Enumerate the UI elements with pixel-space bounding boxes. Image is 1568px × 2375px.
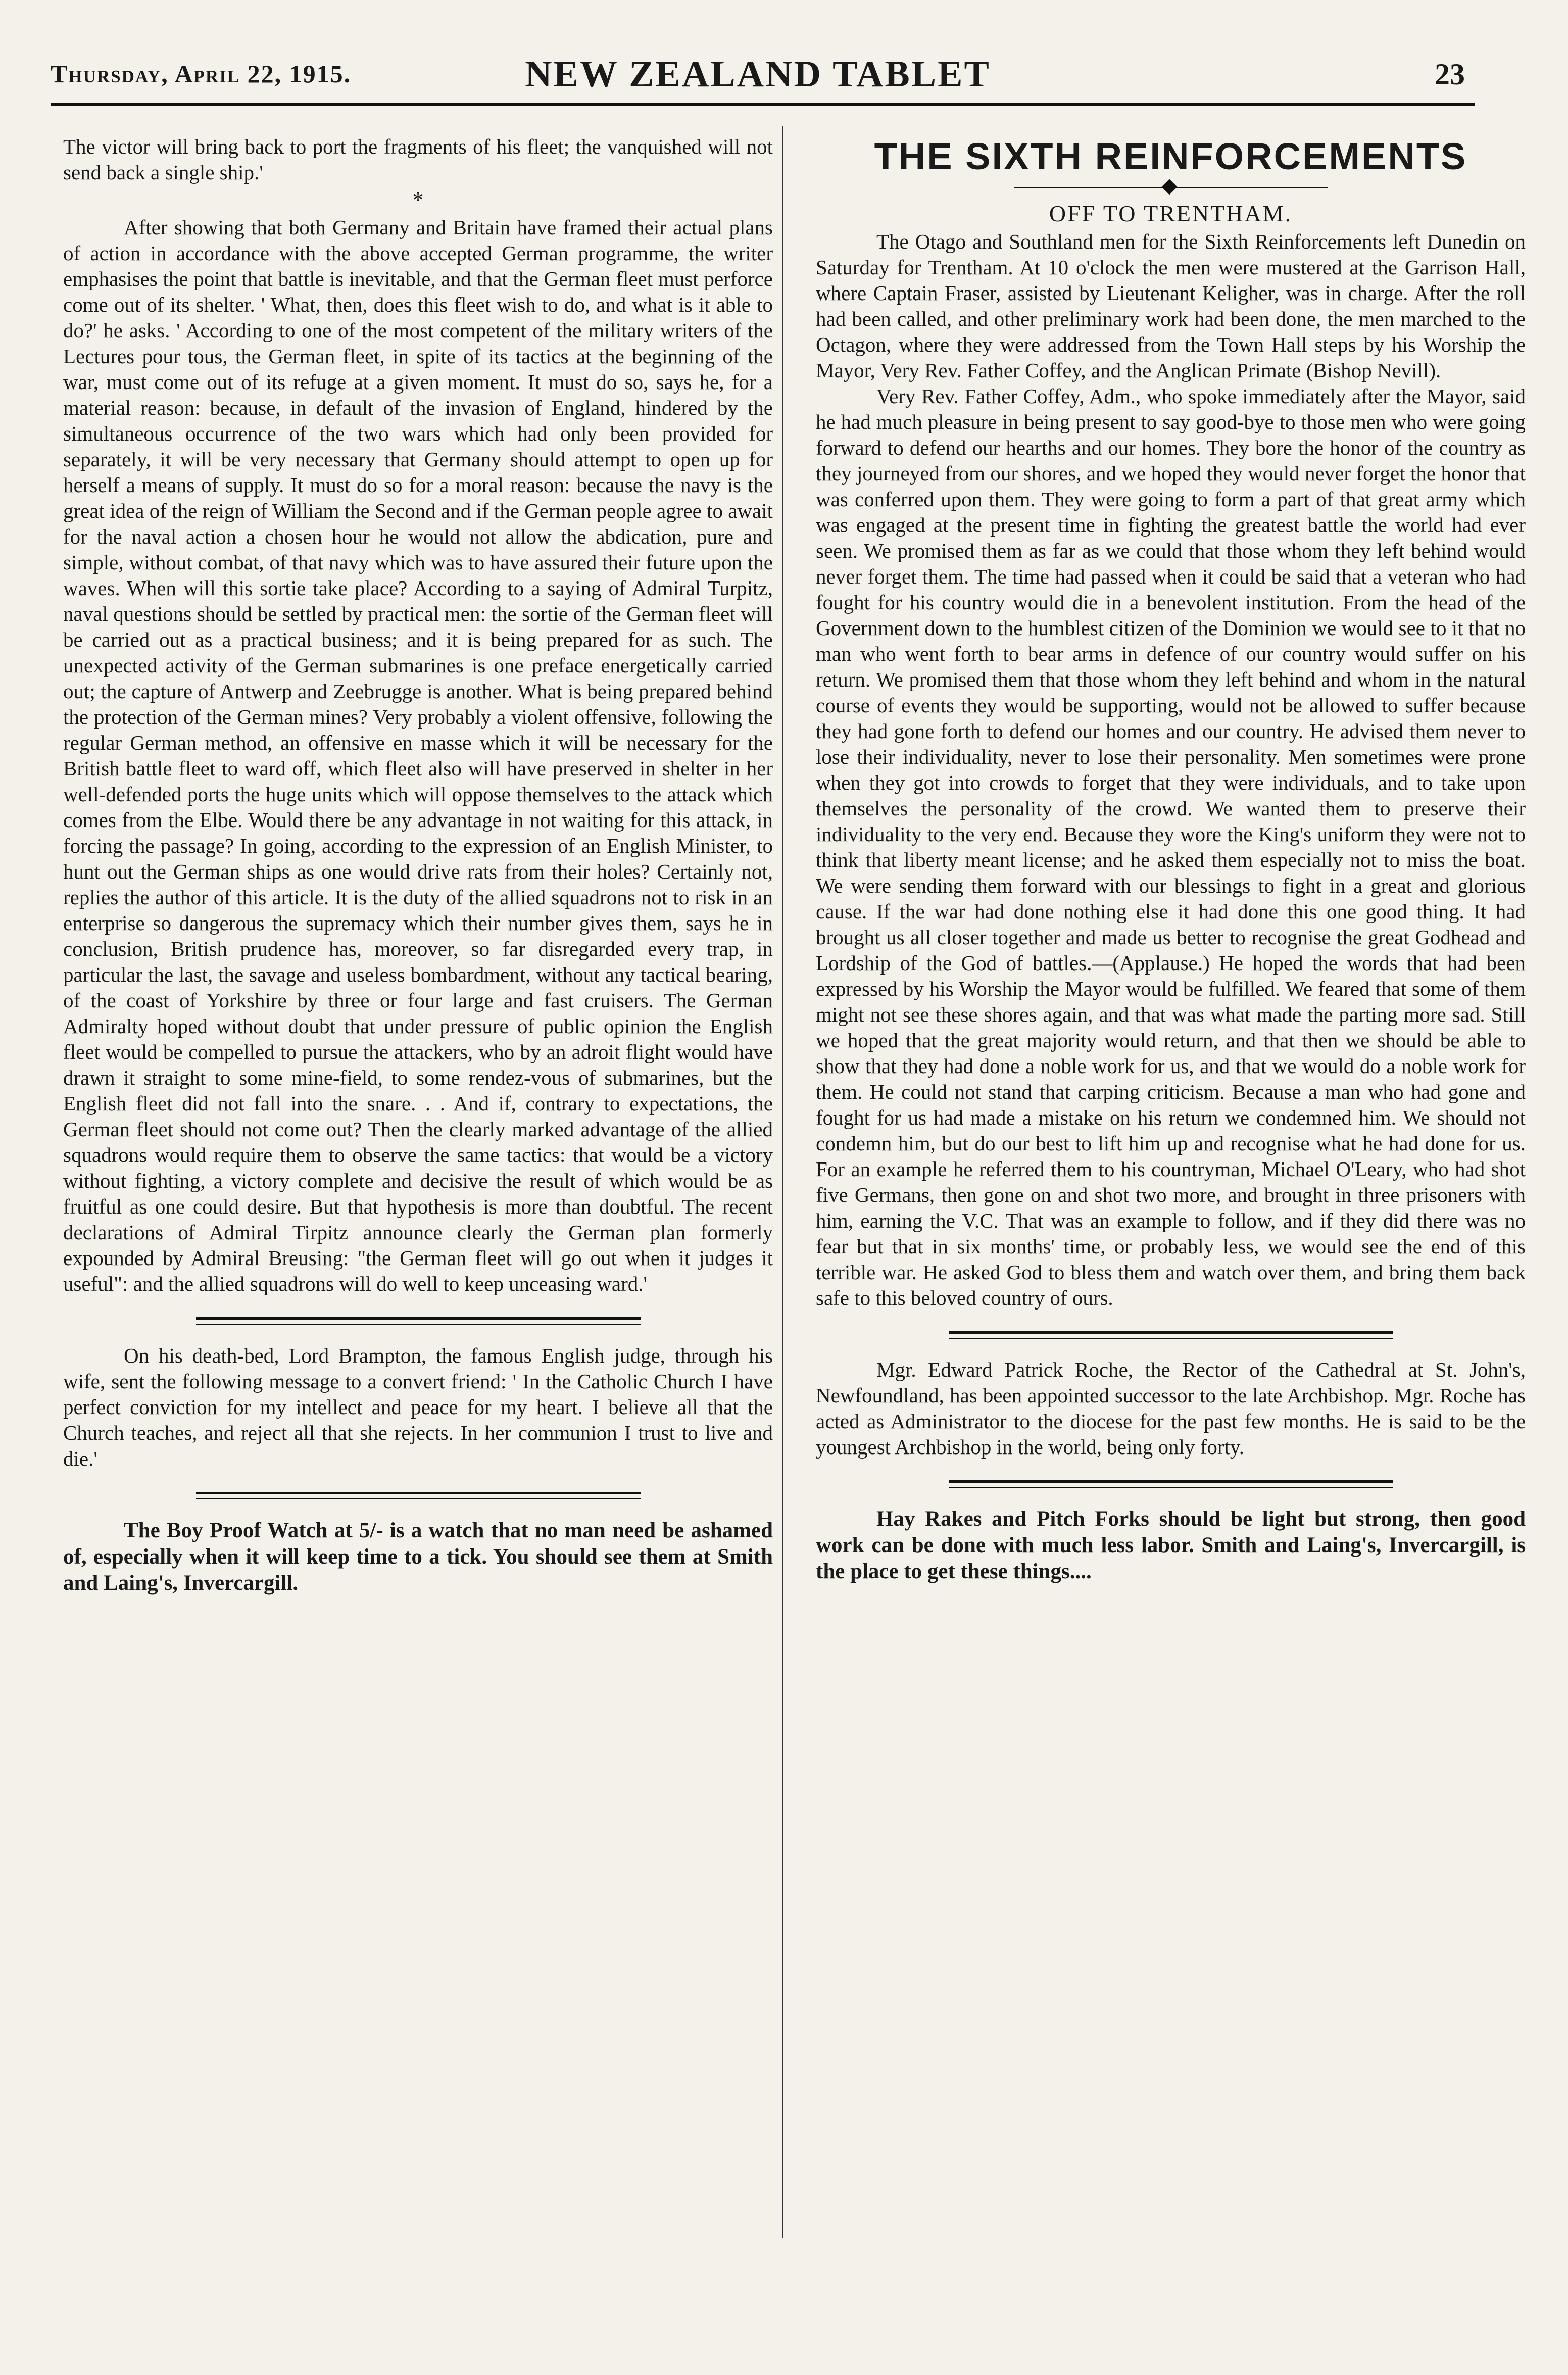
left-column (63, 134, 773, 1596)
hay-rakes-advertisement: Hay Rakes and Pitch Forks should be light but strong, then good work can be done with much less labor. Smith and Laing's, Invercargill, is the place to get these things.... (816, 1507, 1526, 1583)
section-separator: * (412, 187, 424, 212)
page-number: 23 (1435, 58, 1465, 91)
divider-rule (196, 1492, 641, 1499)
divider-rule (949, 1331, 1393, 1339)
article-paragraph: Very Rev. Father Coffey, Adm., who spoke immediately after the Mayor, said he had much pleasure in being present to say good-bye to those men who were going forward to defend our hearths and our homes. They bore the honor of the country as they journeyed from our shores, and we hoped they would never forget the honor that was conferred upon them. They were going to form a part of that great army which was engaged at the present time in fighting the greatest battle the world had ever seen. We promised them as far as we could that those whom they left behind would never forget them. The time had passed when it could be said that a veteran who had fought for his country would die in a benevolent institution. From the head of the Government down to the humblest citizen of the Dominion we would see to it that no man who went forth to bear arms in defence of our country would suffer on his return. We promised them that those whom they left behind and whom in the natural course of events they would be supporting, would not be allowed to suffer because they had gone forth to defend our homes and our country. He advised them never to lose their individuality, never to lose their personality. Men sometimes were prone when they got into crowds to forget that they were individuals, and to take upon themselves the personality of the crowd. We wanted them to preserve their individuality to the very end. Because they wore the King's uniform they were not to think that liberty meant license; and he asked them especially not to miss the boat. We were sending them forward with our blessings to fight in a great and glorious cause. If the war had done nothing else it had done this one good thing. It had brought us all closer together and made us better to recognise the great Godhead and Lordship of the God of battles.—(Applause.) He hoped the words that had been expressed by his Worship the Mayor would be fulfilled. We feared that some of them might not see these shores again, and that was what made the parting more sad. Still we hoped that the great majority would return, and that then we should be able to show that they had done a noble work for us, and that we would do a noble work for them. He could not stand that carping criticism. Because a man who had gone and fought for us had made a mistake on his return we condemned him. We should not condemn him, but do our best to lift him up and recognise what he had done for us. For an example he referred them to his countryman, Michael O'Leary, who had shot five Germans, then gone on and shot two more, and brought in three prisoners with him, earning the V.C. That was an example to follow, and if they did there was no fear but that in six months' time, or probably less, we would see the end of this terrible war. He asked God to bless them and watch over them, and bring them back safe to this beloved country of ours. (816, 384, 1526, 1310)
newspaper-title: NEW ZEALAND TABLET (525, 54, 991, 95)
column-divider (782, 126, 783, 2238)
article-subhead: OFF TO TRENTHAM. (1049, 201, 1293, 226)
watch-advertisement: The Boy Proof Watch at 5/- is a watch that no man need be ashamed of, especially when it will keep time to a tick. You should see them at Smith and Laing's, Invercargill. (63, 1519, 773, 1595)
roche-item: Mgr. Edward Patrick Roche, the Rector of the Cathedral at St. John's, Newfoundland, has been appointed successor to the late Archbishop. Mgr. Roche has acted as Administrator to the diocese for the past few months. He is said to be the youngest Archbishop in the world, being only forty. (816, 1358, 1526, 1459)
article-continuation-opening: The victor will bring back to port the fragments of his fleet; the vanquished will not send back a single ship.' (63, 135, 773, 184)
divider-rule (196, 1317, 641, 1325)
issue-date: Thursday, April 22, 1915. (51, 60, 352, 88)
divider-rule (949, 1480, 1393, 1488)
brampton-item: On his death-bed, Lord Brampton, the famous English judge, through his wife, sent the following message to a convert friend: ' In the Catholic Church I have perfect conviction for my intellect and peace for my heart. I believe all that the Church teaches, and reject all that she rejects. In her communion I trust to live and die.' (63, 1344, 773, 1470)
ornamental-rule (1014, 181, 1328, 193)
masthead (51, 48, 1465, 99)
diamond-ornament-icon (1161, 179, 1177, 195)
article-headline: THE SIXTH REINFORCEMENTS (874, 135, 1467, 177)
right-column (816, 134, 1526, 1585)
article-body: After showing that both Germany and Britain have framed their actual plans of action in accordance with the above accepted German programme, the writer emphasises the point that battle is inevitable, and that the German fleet must perforce come out of its shelter. ' What, then, does this fleet wish to do, and what is it able to do?' he asks. ' According to one of the most competent of the military writers of the Lectures pour tous, the German fleet, in spite of its tactics at the beginning of the war, must come out of its refuge at a given moment. It must do so, says he, for a material reason: because, in default of the invasion of England, hindered by the simultaneous occurrence of the two wars which had only been provided for separately, it will be very necessary that Germany should attempt to open up for herself a means of supply. It must do so for a moral reason: because the navy is the great idea of the reign of William the Second and if the German people agree to await for the naval action a chosen hour he would not allow the abdication, pure and simple, without combat, of that navy which was to have assured their future upon the waves. When will this sortie take place? According to a saying of Admiral Turpitz, naval questions should be settled by practical men: the sortie of the German fleet will be carried out as a practical business; and it is being prepared for as such. The unexpected activity of the German submarines is one preface energetically carried out; the capture of Antwerp and Zeebrugge is another. What is being prepared behind the protection of the German mines? Very probably a violent offensive, following the regular German method, an offensive en masse which it will be necessary for the British battle fleet to ward off, which fleet also will have preserved in shelter in her well-defended ports the huge units which will oppose themselves to the attack which comes from the Elbe. Would there be any advantage in not waiting for this attack, in forcing the passage? In going, according to the expression of an English Minister, to hunt out the German ships as one would drive rats from their holes? Certainly not, replies the author of this article. It is the duty of the allied squadrons not to risk in an enterprise so dangerous the supremacy which their number gives them, says he in conclusion, British prudence has, moreover, so far disregarded every trap, in particular the last, the savage and useless bombardment, without any tactical bearing, of the coast of Yorkshire by three or four large and fast cruisers. The German Admiralty hoped without doubt that under pressure of public opinion the English fleet would be compelled to pursue the attackers, who by an adroit flight would have drawn it straight to some mine-field, to some rendez-vous of submarines, but the English fleet did not fall into the snare. . . And if, contrary to expectations, the German fleet should not come out? Then the clearly marked advantage of the allied squadrons would require them to observe the same tactics: that would be a victory without fighting, a victory complete and decisive the result of which would be as fruitful as one could desire. But that hypothesis is more than doubtful. The recent declarations of Admiral Tirpitz announce clearly the German plan formerly expounded by Admiral Breusing: "the German fleet will go out when it judges it useful": and the allied squadrons will do well to keep unceasing ward.' (63, 216, 773, 1295)
masthead-rule (51, 103, 1475, 106)
article-paragraph: The Otago and Southland men for the Sixth Reinforcements left Dunedin on Saturday for Trentham. At 10 o'clock the men were mustered at the Garrison Hall, where Captain Fraser, assisted by Lieutenant Keligher, was in charge. After the roll had been called, and other preliminary work had been done, the men marched to the Octagon, where they were addressed from the Town Hall steps by his Worship the Mayor, Very Rev. Father Coffey, and the Anglican Primate (Bishop Nevill). (816, 230, 1526, 382)
